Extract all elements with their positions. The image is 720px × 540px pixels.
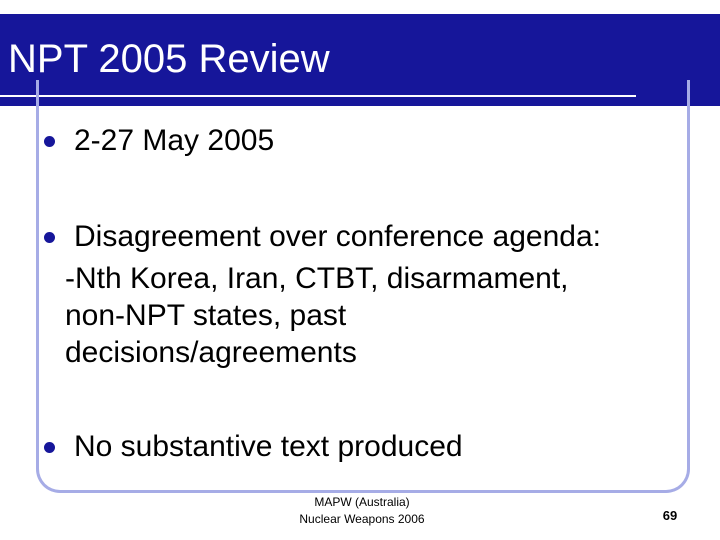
agenda-detail bbox=[65, 260, 569, 371]
bullet-text: 2-27 May 2005 bbox=[74, 124, 275, 157]
bullet-dot-icon bbox=[44, 136, 55, 147]
footer-presentation-name: Nuclear Weapons 2006 bbox=[299, 512, 425, 526]
agenda-detail-line: -Nth Korea, Iran, CTBT, disarmament, bbox=[65, 262, 569, 295]
footer-organization: MAPW (Australia) bbox=[314, 495, 410, 509]
bullet-dot-icon bbox=[44, 442, 55, 453]
page-number: 69 bbox=[662, 508, 678, 523]
slide-title: NPT 2005 Review bbox=[8, 37, 330, 81]
bullet-dot-icon bbox=[44, 232, 55, 243]
agenda-detail-line: decisions/agreements bbox=[65, 336, 357, 369]
bullet-text: Disagreement over conference agenda: bbox=[74, 220, 601, 253]
agenda-detail-line: non-NPT states, past bbox=[65, 299, 347, 332]
slide-footer bbox=[262, 494, 462, 528]
bullet-text: No substantive text produced bbox=[74, 430, 463, 463]
